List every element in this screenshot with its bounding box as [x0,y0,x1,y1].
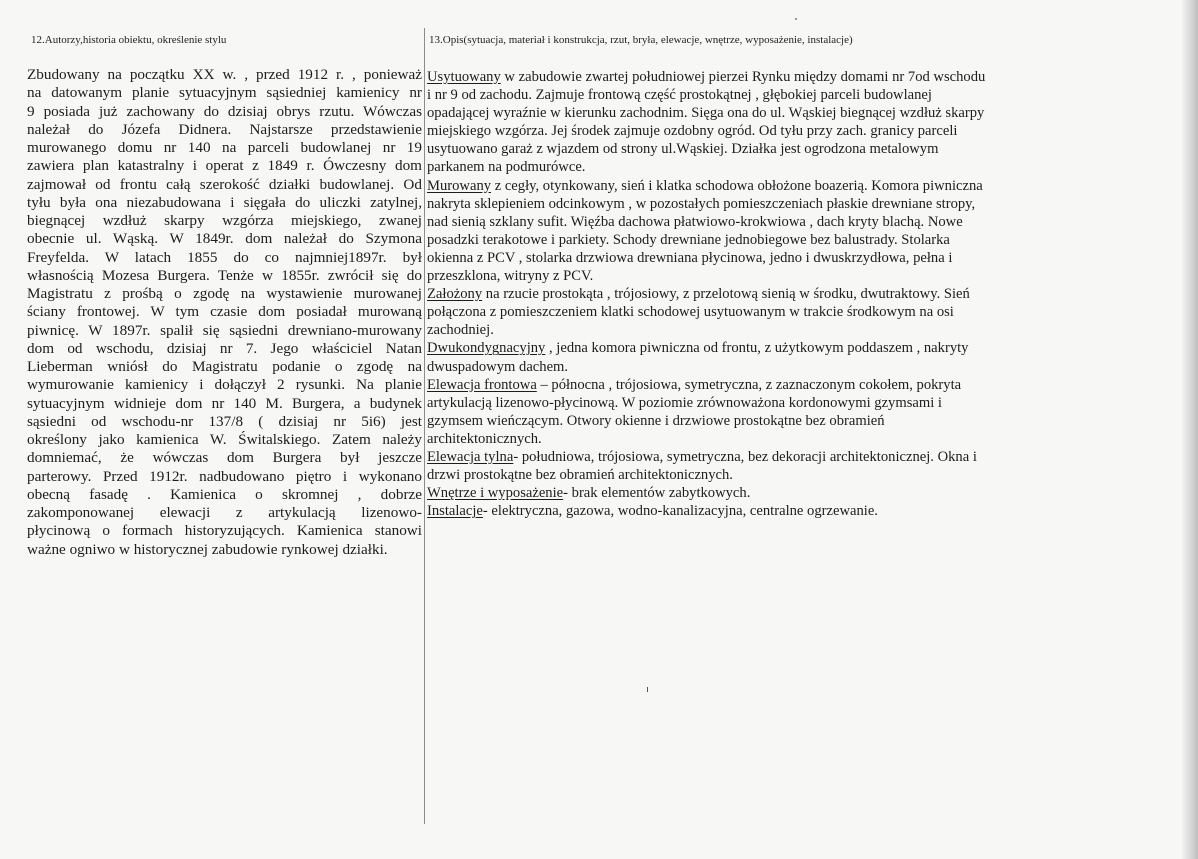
description-text-line [427,195,1087,213]
description-text-line [427,376,1087,394]
description-text: - południowa, trójosiowa, symetryczna, bez dekoracji architektonicznej. Okna i [513,448,977,465]
history-text-line: sytuacyjnym widnieje dom nr 140 M. Burgera, a budynek [27,394,422,412]
history-text-line: piwnicę. W 1897r. spalił się sąsiedni drewniano-murowany [27,321,422,339]
description-text: połączona z pomieszczeniem klatki schodowej usytuowanym w trakcie środkowym na osi [427,304,954,321]
description-text-line [427,249,1087,267]
description-text-line [427,448,1087,466]
description-text-line [427,267,1087,285]
description-text: nakryta sklepieniem odcinkowym , w pozostałych pomieszczeniach płaskie drewniane stropy, [427,195,976,212]
history-text-line: domniemać, że wówczas dom Burgera był jeszcze [27,449,422,467]
description-text: w zabudowie zwartej południowej pierzei Rynku między domami nr 7od wschodu [500,69,986,85]
history-text-line: Lieberman wniósł do Magistratu podanie o zgodę na [27,358,422,375]
history-text-line: sąsiedni od wschodu-nr 137/8 ( dzisiaj nr 5i6) jest [27,412,422,430]
history-text-line: ważne ogniwo w historycznej zabudowie rynkowej działki. [27,540,388,558]
scan-dot [795,18,797,20]
section-heading: Instalacje [427,503,483,520]
description-text-line [427,339,1087,357]
history-text-line: biegnącej wzdłuż skarpy wzgórza miejskiego, zwanej [27,212,422,229]
description-text-line [427,321,1087,339]
description-text: posadzki terakotowe i parkiety. Schody drewniane jednobiegowe bez balustrady. Stolarka [427,231,950,248]
description-text: okienna z PCV , stolarka drzwiowa drewniana płycinowa, jedno i dwuskrzydłowa, pełna i [427,249,953,266]
description-text-line [427,358,1087,376]
section-heading: Dwukondygnacyjny [427,340,546,357]
description-text: na rzucie prostokąta , trójosiowy, z przelotową sienią w środku, dwutraktowy. Sień [482,286,970,303]
section-heading: Murowany [427,177,492,194]
left-column-header: 12.Autorzy,historia obiektu, określenie stylu [31,34,227,46]
history-text-line: parterowy. Przed 1912r. nadbudowano piętro i wykonano [27,467,422,485]
history-text-line: Freyfelda. W latach 1855 do co najmniej1897r. był [27,248,422,266]
description-text: miejskiego wzgórza. Jej środek zajmuje ozdobny ogród. Od tyłu przy zach. granicy parceli [427,123,958,140]
history-text-line: dom od wschodu, dzisiaj nr 7. Jego właściciel Natan [27,339,422,357]
description-text: i nr 9 od zachodu. Zajmuje frontową część prostokątnej , głębokiej parceli budowlanej [427,87,932,104]
description-text: drzwi prostokątne bez obramień architektonicznych. [427,467,733,484]
description-text-line [427,158,1087,176]
history-text-line: na datowanym planie sytuacyjnym sąsiedniej kamienicy nr [27,84,422,102]
description-text: architektonicznych. [427,430,542,447]
history-text-block [27,66,422,559]
scan-mark [647,687,648,692]
history-text-line: ściany frontowej. W tym czasie dom posiadał murowaną [27,303,422,321]
history-text-line: określony jako kamienica W. Świtalskiego. Zatem należy [27,431,422,448]
description-text-line [427,412,1087,430]
section-heading: Elewacja frontowa [427,376,537,393]
history-text-line: własnością Mozesa Burgera. Tenże w 1855r. zwrócił się do [27,266,422,284]
history-text-line: należał do Józefa Didnera. Najstarsze przedstawienie [27,120,422,138]
history-text-line: wymurowanie kamienicy i dołączył 2 rysunki. Na planie [27,376,422,394]
scan-edge-shadow [1182,0,1198,859]
description-text-line [427,394,1087,412]
history-text-line: obecnie ul. Wąską. W 1849r. dom należał do Szymona [27,230,422,248]
description-text: opadającej wyraźnie w kierunku zachodnim. Sięga ona do ul. Wąskiej biegnącej wzdłuż skarpy [427,105,985,122]
description-text-line [427,466,1087,484]
description-text-line [427,430,1087,448]
description-text: , jedna komora piwniczna od frontu, z użytkowym poddaszem , nakryty [545,340,969,357]
description-text: – północna , trójosiowa, symetryczna, z zaznaczonym cokołem, pokryta [536,376,962,393]
description-text-line [427,285,1087,303]
description-text: z cegły, otynkowany, sień i klatka schodowa obłożone boazerią. Komora piwniczna [491,177,983,194]
description-text: - brak elementów zabytkowych. [563,485,751,502]
description-text-line [427,86,1087,104]
description-text: gzymsem wieńczącym. Otwory okienne i drzwiowe prostokątne bez obramień [427,412,885,429]
description-text: - elektryczna, gazowa, wodno-kanalizacyjna, centralne ogrzewanie. [482,503,878,520]
description-text-line [427,68,1087,86]
description-text-line [427,502,1087,520]
section-heading: Wnętrze i wyposażenie [427,485,564,502]
history-text-line: zawiera plan katastralny i operat z 1849 r. Ówczesny dom [27,157,422,175]
history-text-line: zajmował od frontu całą szerokość działki budowlanej. Od [27,175,422,193]
description-text-line [427,303,1087,321]
description-text-line [427,231,1087,249]
history-text-line: zakomponowanej elewacji z artykulacją lizenowo- [27,504,422,521]
section-heading: Usytuowany [427,69,501,85]
history-text-line: Magistratu z prośbą o zgodę na wystawienie murowanej [27,285,422,302]
section-heading: Założony [427,286,483,303]
description-text-line [427,177,1087,195]
description-text-line [427,140,1087,158]
history-text-line: obecną fasadę . Kamienica o skromnej , dobrze [27,485,422,503]
history-text-line: Zbudowany na początku XX w. , przed 1912 r. , ponieważ [27,66,422,83]
description-text: dwuspadowym dachem. [427,358,569,375]
description-text: usytuowano garaż z wjazdem od strony ul.Wąskiej. Działka jest ogrodzona metalowym [427,141,939,158]
history-text-line: murowanego domu nr 140 na parceli budowlanej nr 19 [27,139,422,156]
description-text-block [427,68,1087,520]
description-text: artykulacją lizenowo-płycinową. W poziomie zrównoważona kordonowymi gzymsami i [427,394,942,411]
description-text: parkanem na podmurówce. [427,159,586,176]
history-text-line: 9 posiada już zachowany do dzisiaj obrys rzutu. Wówczas [27,102,422,120]
history-text-line: płycinową o formach historyzujących. Kamienica stanowi [27,522,422,540]
description-text-line [427,213,1087,231]
description-text: przeszklona, witryny z PCV. [427,268,594,285]
right-column-header: 13.Opis(sytuacja, materiał i konstrukcja, rzut, bryła, elewacje, wnętrze, wyposażenie, instalacje) [429,34,853,46]
description-text-line [427,122,1087,140]
column-divider [424,28,425,824]
description-text-line [427,104,1087,122]
description-text: zachodniej. [427,322,494,339]
description-text: nad sienią szklany sufit. Więźba dachowa płatwiowo-krokwiowa , dach kryty blachą. Nowe [427,213,963,230]
history-text-line: tyłu była ona niezabudowana i sięgała do uliczki zatylnej, [27,193,422,211]
section-heading: Elewacja tylna [427,448,514,465]
description-text-line [427,484,1087,502]
